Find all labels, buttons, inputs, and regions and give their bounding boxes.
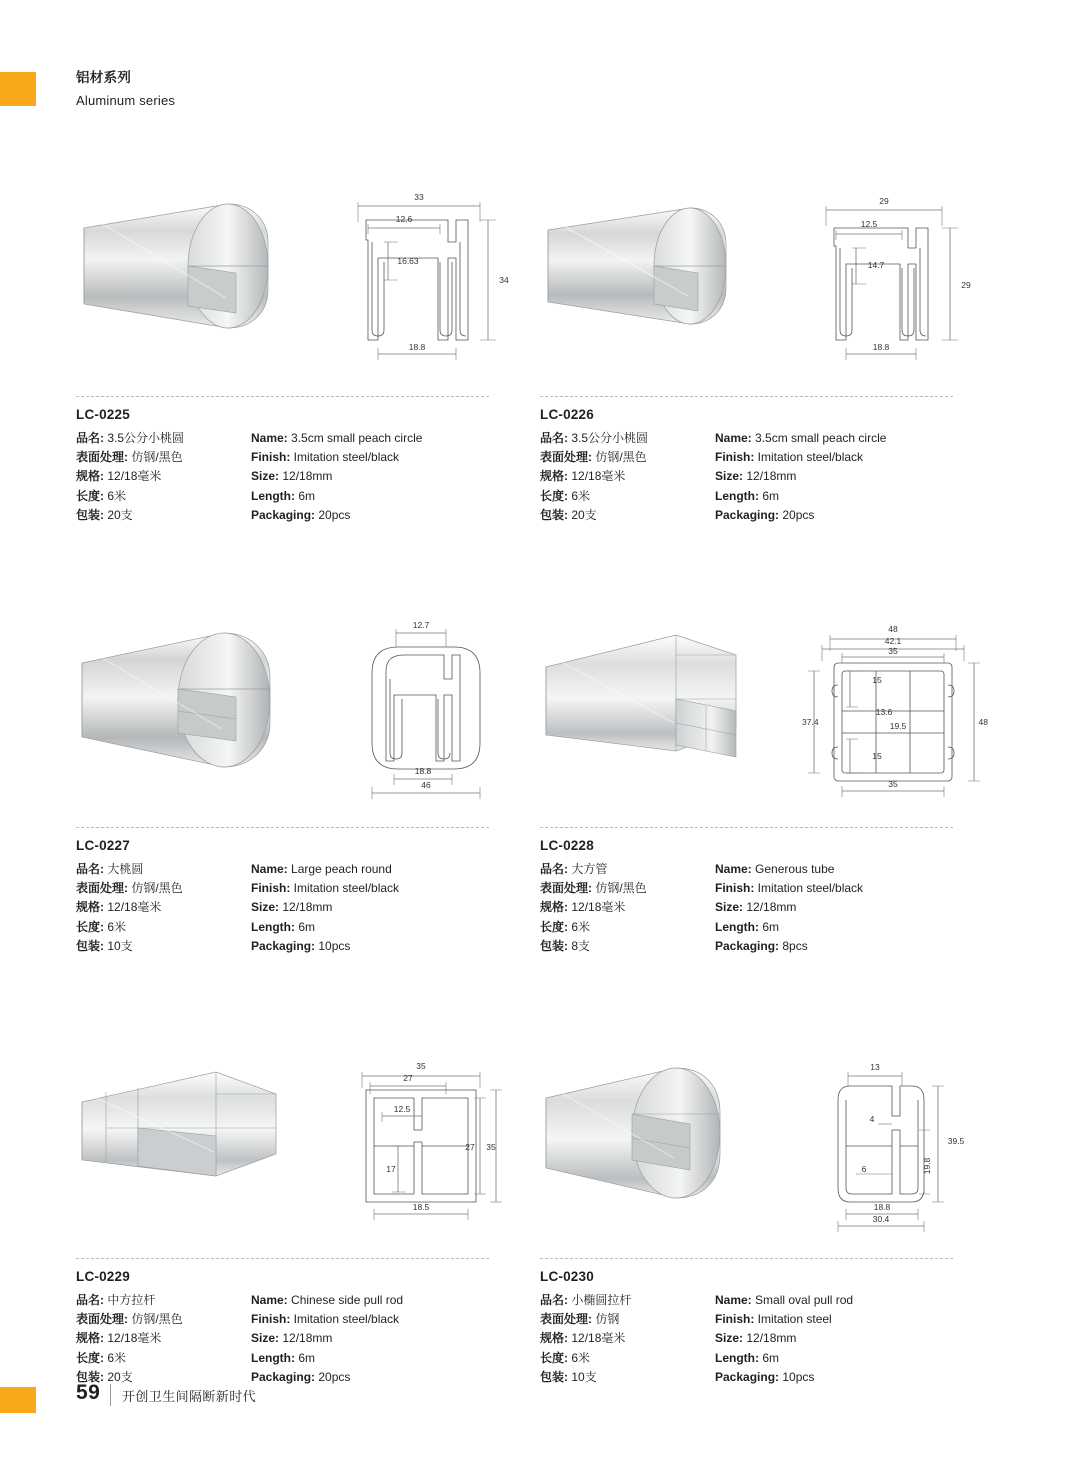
product-drawing-lc-0229 (328, 1042, 533, 1242)
spec-value-size-en: 12/18mm (282, 900, 333, 915)
spec-cn (76, 429, 251, 525)
spec-label-length-cn: 长度: (540, 919, 568, 934)
dim-label: 14.7 (867, 260, 885, 270)
spec-label-name-cn: 品名: (540, 862, 568, 877)
product-code: LC-0230 (540, 1269, 594, 1285)
spec-value-length-cn: 6米 (571, 1350, 591, 1365)
product-figure (540, 611, 1003, 827)
spec-en (715, 429, 975, 525)
spec-label-finish-cn: 表面处理: (76, 1312, 128, 1327)
spec-label-finish-en: Finish: (715, 1312, 755, 1327)
spec-cn (540, 429, 715, 525)
card-divider (76, 396, 489, 397)
spec-label-finish-cn: 表面处理: (76, 450, 128, 465)
dim-label: 48 (888, 624, 898, 635)
spec-value-size-cn: 12/18毫米 (571, 469, 626, 484)
dim-label: 29 (879, 196, 889, 206)
spec-value-finish-en: Imitation steel/black (757, 450, 864, 465)
spec-value-length-en: 6m (762, 1350, 780, 1365)
spec-label-name-en: Name: (251, 431, 288, 445)
dim-label: 12.5 (393, 1104, 411, 1115)
spec-label-name-cn: 品名: (540, 1293, 568, 1308)
spec-value-name-en: Small oval pull rod (755, 1293, 854, 1308)
spec-value-size-cn: 12/18毫米 (107, 1331, 162, 1346)
spec-label-pack-en: Packaging: (715, 938, 780, 953)
card-divider (76, 1258, 489, 1259)
spec-label-pack-en: Packaging: (715, 507, 780, 522)
product-drawing-lc-0230 (792, 1042, 997, 1242)
product-drawing-lc-0225 (328, 180, 533, 380)
dim-label: 35 (888, 779, 898, 790)
product-row (76, 611, 1003, 956)
spec-label-length-en: Length: (251, 919, 295, 934)
dim-label: 34 (499, 275, 509, 285)
dim-label: 33 (414, 192, 424, 202)
spec-value-finish-en: Imitation steel (757, 1312, 832, 1327)
spec-value-finish-en: Imitation steel/black (757, 881, 864, 896)
footer-tagline: 开创卫生间隔断新时代 (122, 1389, 257, 1404)
spec-value-size-cn: 12/18毫米 (571, 900, 626, 915)
product-spec (76, 429, 539, 525)
spec-label-size-cn: 规格: (540, 900, 568, 915)
row-spacer (76, 525, 1003, 611)
spec-value-pack-cn: 8支 (571, 938, 591, 953)
spec-cn (540, 1291, 715, 1387)
spec-label-finish-en: Finish: (715, 881, 755, 896)
product-code: LC-0225 (76, 407, 130, 422)
spec-label-length-cn: 长度: (540, 488, 568, 503)
spec-value-name-cn: 大桃圆 (107, 862, 144, 877)
spec-label-finish-en: Finish: (715, 450, 755, 465)
dim-label: 35 (486, 1142, 496, 1153)
spec-label-pack-cn: 包装: (76, 507, 104, 522)
spec-label-name-en: Name: (715, 431, 752, 445)
spec-value-finish-cn: 仿钢/黑色 (131, 450, 183, 465)
spec-value-size-en: 12/18mm (282, 469, 333, 484)
spec-label-length-cn: 长度: (76, 919, 104, 934)
spec-label-size-cn: 规格: (540, 469, 568, 484)
spec-value-size-cn: 12/18毫米 (107, 900, 162, 915)
spec-cn (540, 860, 715, 956)
dim-label: 18.8 (872, 342, 890, 352)
spec-label-size-en: Size: (251, 900, 280, 915)
dim-label: 19.5 (889, 721, 907, 732)
spec-value-pack-en: 8pcs (782, 938, 808, 953)
spec-label-length-en: Length: (251, 1350, 295, 1365)
dim-label: 29 (961, 280, 971, 290)
card-divider (540, 827, 953, 828)
spec-label-length-en: Length: (251, 488, 295, 503)
spec-value-pack-cn: 20支 (571, 507, 597, 522)
spec-value-size-cn: 12/18毫米 (107, 469, 162, 484)
spec-label-size-cn: 规格: (76, 1331, 104, 1346)
spec-label-length-en: Length: (715, 488, 759, 503)
product-photo-lc-0230 (540, 1042, 755, 1242)
spec-value-finish-cn: 仿钢/黑色 (131, 1312, 183, 1327)
spec-value-length-en: 6m (298, 1350, 316, 1365)
spec-value-finish-cn: 仿钢/黑色 (131, 881, 183, 896)
spec-label-pack-en: Packaging: (715, 1369, 780, 1384)
spec-label-size-en: Size: (715, 469, 744, 484)
product-code: LC-0227 (76, 838, 130, 854)
spec-label-length-en: Length: (715, 1350, 759, 1365)
spec-label-pack-en: Packaging: (251, 938, 316, 953)
spec-label-finish-cn: 表面处理: (76, 881, 128, 896)
page-header (0, 62, 1079, 122)
dim-label: 42.1 (884, 636, 902, 647)
spec-value-finish-cn: 仿钢/黑色 (595, 881, 647, 896)
product-card-lc-0230 (540, 1042, 1003, 1387)
product-row (76, 180, 1003, 525)
product-photo-lc-0229 (76, 1042, 291, 1242)
product-photo-lc-0228 (540, 611, 755, 811)
dim-label: 12.7 (412, 620, 430, 631)
spec-en (251, 429, 511, 525)
spec-value-name-en: Large peach round (291, 862, 392, 877)
product-spec (76, 860, 539, 956)
spec-label-finish-en: Finish: (251, 450, 291, 465)
dim-label: 18.8 (873, 1202, 891, 1213)
spec-label-finish-cn: 表面处理: (540, 881, 592, 896)
spec-value-length-en: 6m (298, 919, 316, 934)
product-figure (76, 1042, 539, 1258)
product-spec (540, 429, 1003, 525)
spec-value-name-cn: 3.5公分小桃圆 (107, 431, 185, 445)
spec-label-name-cn: 品名: (76, 1293, 104, 1308)
spec-label-size-cn: 规格: (540, 1331, 568, 1346)
spec-label-pack-en: Packaging: (251, 507, 316, 522)
product-card-lc-0225 (76, 180, 539, 525)
product-drawing-lc-0227 (328, 611, 533, 811)
dim-label: 18.8 (414, 766, 432, 777)
spec-value-finish-en: Imitation steel/black (293, 1312, 400, 1327)
spec-en (251, 1291, 511, 1387)
spec-value-name-cn: 中方拉杆 (107, 1293, 156, 1308)
spec-value-name-cn: 3.5公分小桃圆 (571, 431, 649, 445)
dim-label: 35 (416, 1061, 426, 1072)
spec-value-pack-en: 20pcs (782, 507, 815, 522)
dim-label: 27 (465, 1142, 475, 1153)
product-row (76, 1042, 1003, 1387)
dim-label: 27 (403, 1073, 413, 1084)
spec-value-pack-en: 10pcs (782, 1369, 815, 1384)
product-figure (540, 180, 1003, 396)
spec-label-length-cn: 长度: (76, 488, 104, 503)
spec-value-pack-en: 20pcs (318, 1369, 351, 1384)
spec-value-name-en: 3.5cm small peach circle (755, 431, 887, 445)
product-card-lc-0229 (76, 1042, 539, 1387)
spec-value-length-en: 6m (298, 488, 316, 503)
dim-label: 6 (861, 1164, 867, 1175)
spec-label-name-en: Name: (715, 862, 752, 877)
footer-divider (110, 1384, 111, 1406)
spec-label-name-en: Name: (251, 862, 288, 877)
product-figure (76, 611, 539, 827)
dim-label: 37.4 (802, 717, 819, 728)
product-photo-lc-0226 (540, 180, 755, 380)
product-code: LC-0226 (540, 407, 594, 422)
product-grid (76, 180, 1003, 1387)
spec-label-pack-cn: 包装: (540, 1369, 568, 1384)
dim-label: 30.4 (872, 1214, 890, 1225)
dim-label: 35 (888, 646, 898, 657)
page-footer (0, 1381, 1079, 1421)
spec-label-size-en: Size: (715, 1331, 744, 1346)
spec-label-pack-cn: 包装: (76, 1369, 104, 1384)
row-spacer (76, 956, 1003, 1042)
spec-value-name-en: 3.5cm small peach circle (291, 431, 423, 445)
dim-label: 48 (978, 717, 988, 728)
spec-label-name-cn: 品名: (540, 431, 568, 445)
spec-value-size-cn: 12/18毫米 (571, 1331, 626, 1346)
dim-label: 18.5 (412, 1202, 430, 1213)
spec-value-pack-cn: 10支 (571, 1369, 597, 1384)
spec-value-length-en: 6m (762, 488, 780, 503)
page-title-en: Aluminum series (76, 93, 176, 108)
spec-value-length-cn: 6米 (571, 919, 591, 934)
dim-label: 4 (869, 1114, 875, 1125)
spec-value-name-en: Generous tube (755, 862, 835, 877)
spec-value-pack-cn: 20支 (107, 507, 133, 522)
spec-value-length-cn: 6米 (571, 488, 591, 503)
spec-value-pack-cn: 20支 (107, 1369, 133, 1384)
spec-value-size-en: 12/18mm (746, 900, 797, 915)
spec-label-length-cn: 长度: (540, 1350, 568, 1365)
spec-label-finish-cn: 表面处理: (540, 450, 592, 465)
spec-label-finish-en: Finish: (251, 881, 291, 896)
spec-value-length-cn: 6米 (107, 1350, 127, 1365)
spec-en (715, 1291, 975, 1387)
spec-value-finish-en: Imitation steel/black (293, 450, 400, 465)
spec-label-pack-cn: 包装: (540, 938, 568, 953)
dim-label: 19.8 (922, 1157, 932, 1175)
spec-label-length-cn: 长度: (76, 1350, 104, 1365)
spec-value-length-cn: 6米 (107, 488, 127, 503)
spec-value-name-cn: 小椭圆拉杆 (571, 1293, 632, 1308)
spec-value-size-en: 12/18mm (746, 469, 797, 484)
card-divider (540, 1258, 953, 1259)
page-number: 59 (76, 1381, 101, 1404)
dim-label: 18.8 (408, 342, 426, 352)
spec-label-finish-cn: 表面处理: (540, 1312, 592, 1327)
spec-label-pack-en: Packaging: (251, 1369, 316, 1384)
spec-value-name-en: Chinese side pull rod (291, 1293, 404, 1308)
spec-value-finish-cn: 仿钢 (595, 1312, 620, 1327)
product-card-lc-0226 (540, 180, 1003, 525)
spec-cn (76, 860, 251, 956)
product-photo-lc-0225 (76, 180, 291, 380)
spec-label-size-en: Size: (251, 469, 280, 484)
header-accent-tab (0, 72, 36, 106)
spec-value-name-cn: 大方管 (571, 862, 608, 877)
spec-label-size-cn: 规格: (76, 469, 104, 484)
footer-accent-tab (0, 1387, 36, 1413)
spec-label-size-en: Size: (715, 900, 744, 915)
dim-label: 15 (872, 675, 882, 686)
dim-label: 15 (872, 751, 882, 762)
product-card-lc-0228 (540, 611, 1003, 956)
dim-label: 16.63 (397, 256, 419, 266)
dim-label: 12.5 (860, 219, 878, 229)
page-title-cn: 铝材系列 (76, 70, 132, 85)
spec-value-finish-en: Imitation steel/black (293, 881, 400, 896)
card-divider (540, 396, 953, 397)
header-title-group (76, 68, 175, 111)
spec-label-finish-en: Finish: (251, 1312, 291, 1327)
dim-label: 17 (386, 1164, 396, 1175)
product-figure (540, 1042, 1003, 1258)
dim-label: 39.5 (947, 1136, 965, 1147)
spec-label-name-en: Name: (715, 1293, 752, 1308)
product-spec (540, 860, 1003, 956)
spec-label-size-en: Size: (251, 1331, 280, 1346)
dim-label: 13 (870, 1062, 880, 1073)
product-code: LC-0229 (76, 1269, 130, 1285)
product-figure (76, 180, 539, 396)
product-card-lc-0227 (76, 611, 539, 956)
spec-label-size-cn: 规格: (76, 900, 104, 915)
card-divider (76, 827, 489, 828)
spec-label-pack-cn: 包装: (540, 507, 568, 522)
product-drawing-lc-0228 (792, 611, 997, 811)
spec-value-length-en: 6m (762, 919, 780, 934)
spec-value-pack-en: 10pcs (318, 938, 351, 953)
dim-label: 46 (421, 780, 431, 791)
spec-label-pack-cn: 包装: (76, 938, 104, 953)
spec-label-name-cn: 品名: (76, 431, 104, 445)
spec-value-pack-cn: 10支 (107, 938, 133, 953)
product-spec (76, 1291, 539, 1387)
product-spec (540, 1291, 1003, 1387)
spec-value-pack-en: 20pcs (318, 507, 351, 522)
spec-value-length-cn: 6米 (107, 919, 127, 934)
product-code: LC-0228 (540, 838, 594, 854)
spec-value-size-en: 12/18mm (746, 1331, 797, 1346)
spec-label-length-en: Length: (715, 919, 759, 934)
dim-label: 12.6 (395, 214, 413, 224)
spec-value-finish-cn: 仿钢/黑色 (595, 450, 647, 465)
spec-label-name-en: Name: (251, 1293, 288, 1308)
product-drawing-lc-0226 (792, 180, 997, 380)
spec-value-size-en: 12/18mm (282, 1331, 333, 1346)
product-photo-lc-0227 (76, 611, 291, 811)
spec-label-name-cn: 品名: (76, 862, 104, 877)
spec-cn (76, 1291, 251, 1387)
dim-label: 13.6 (875, 707, 893, 718)
spec-en (251, 860, 511, 956)
spec-en (715, 860, 975, 956)
